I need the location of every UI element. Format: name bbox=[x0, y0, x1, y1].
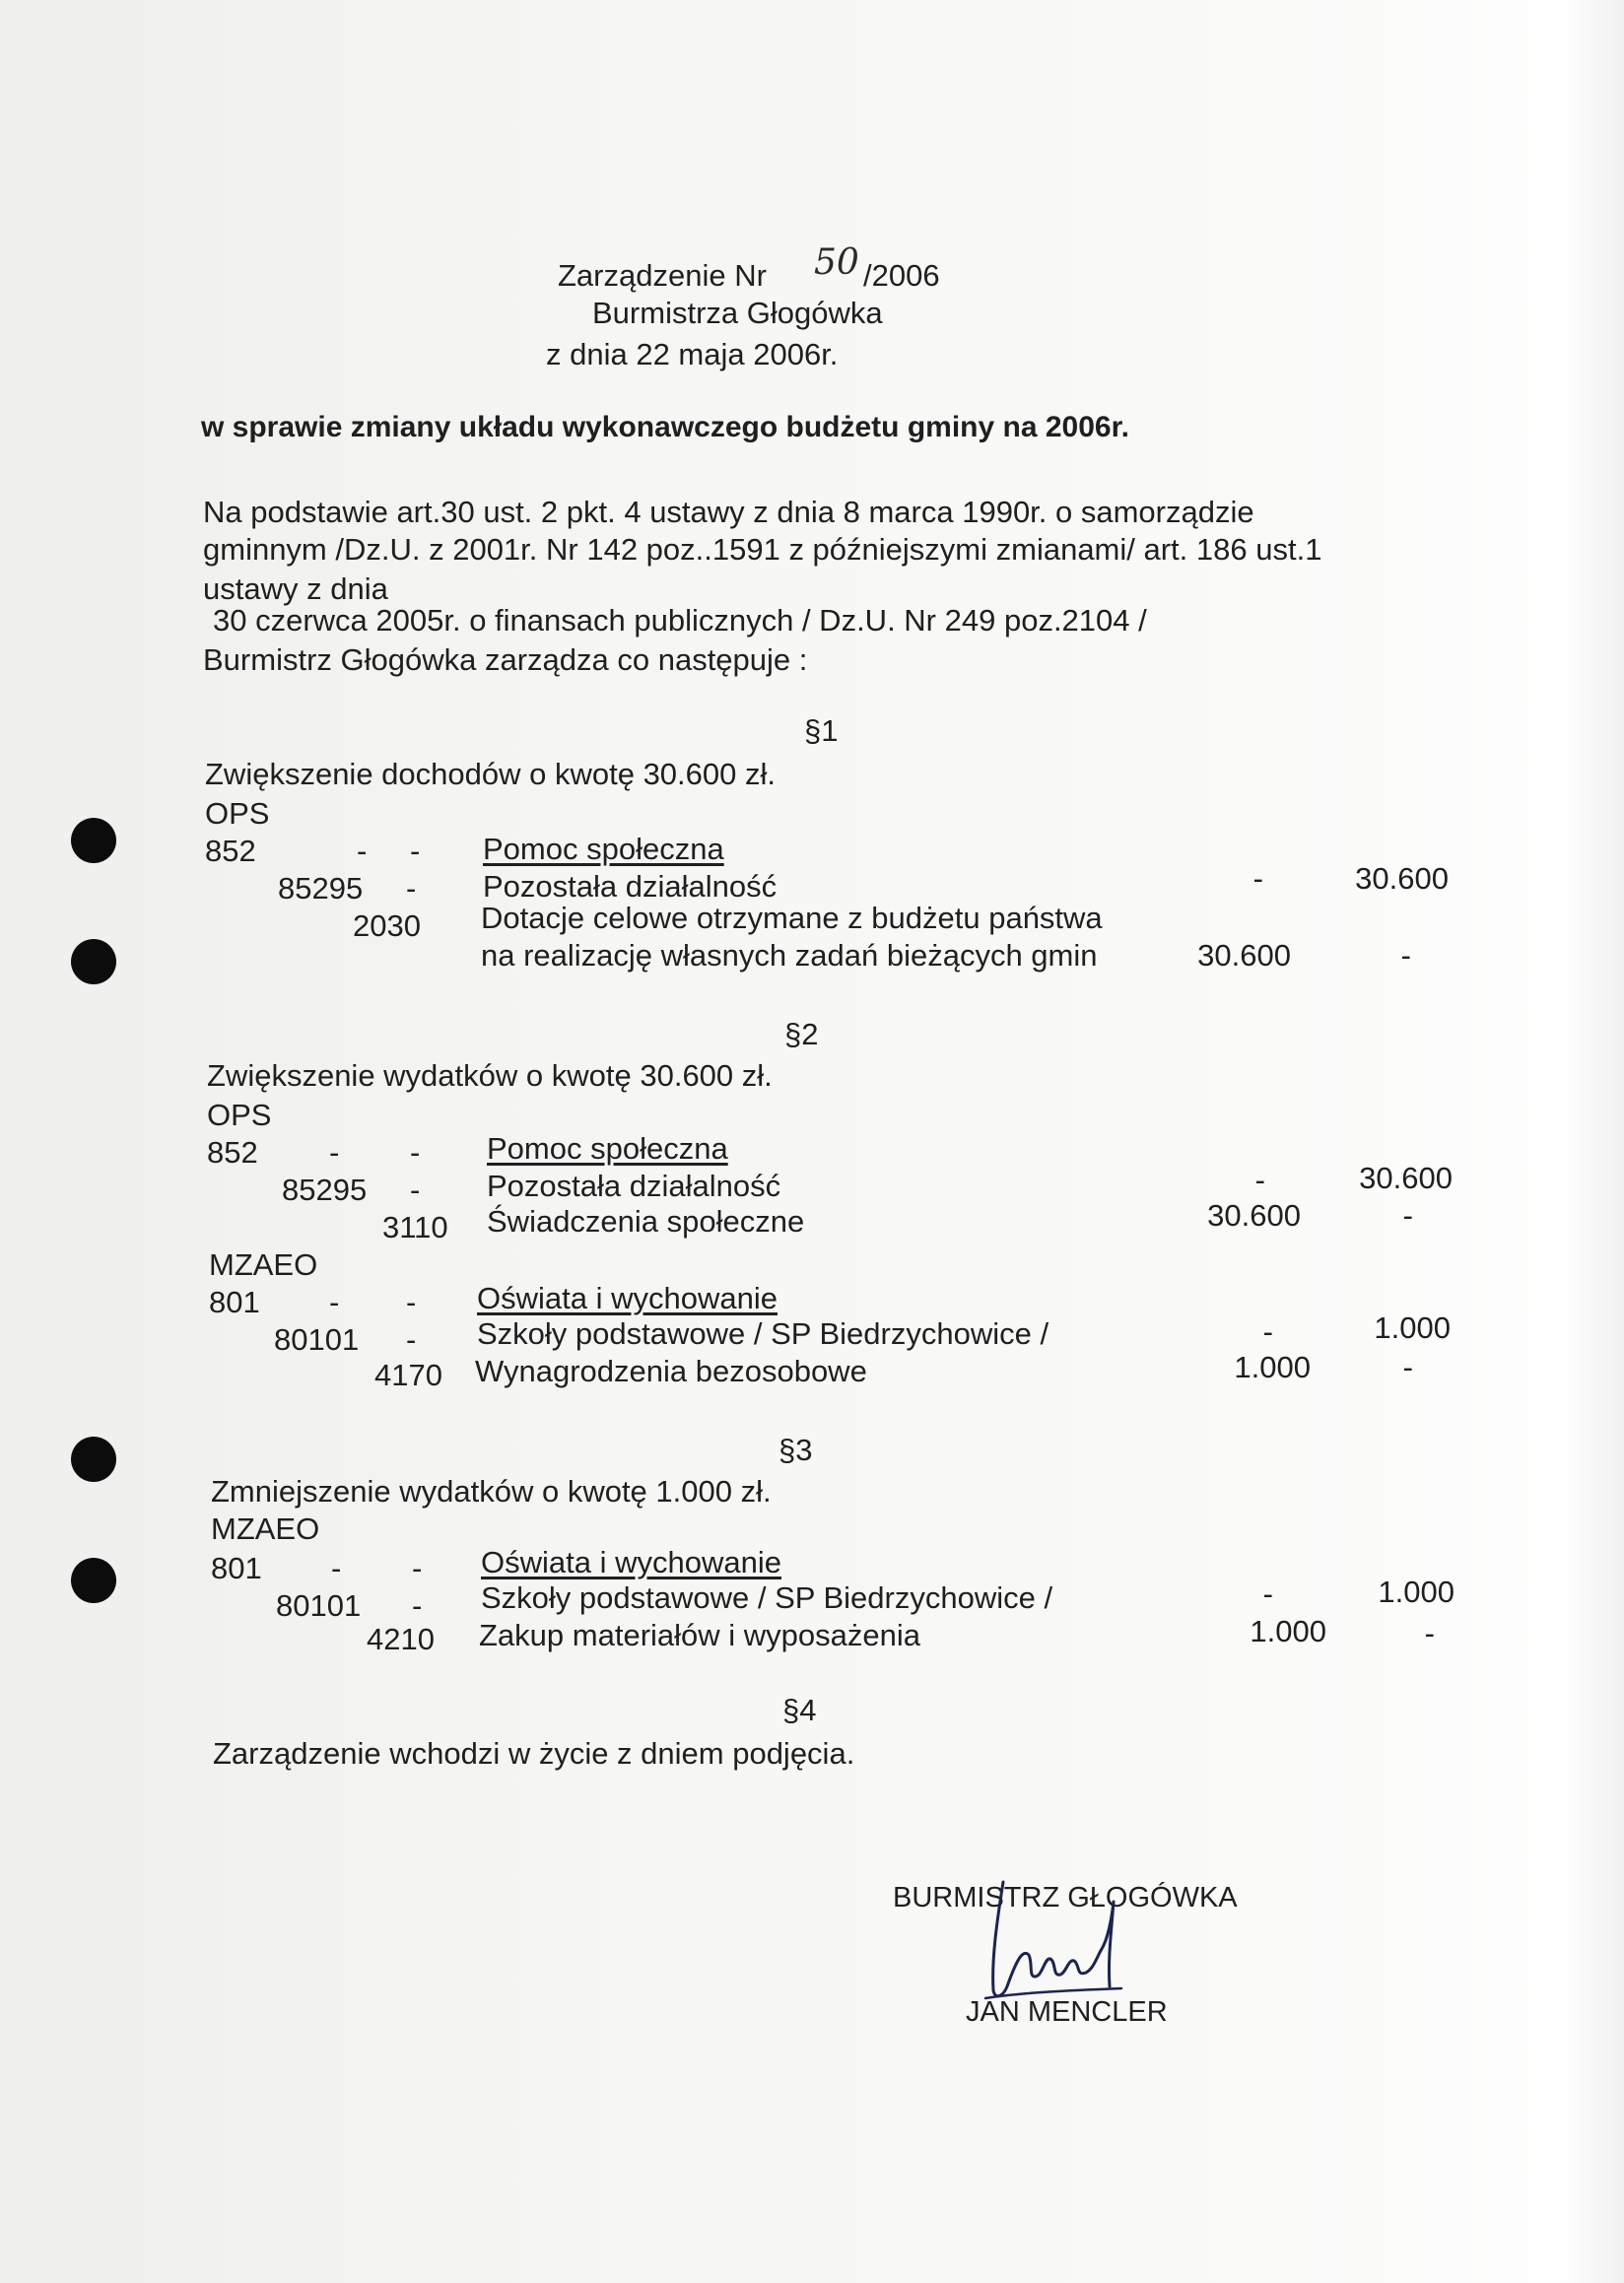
rozdzial-code: 85295 bbox=[278, 871, 364, 906]
basis-line-3: ustawy z dnia bbox=[203, 571, 388, 606]
section-mark: §4 bbox=[782, 1693, 817, 1727]
rozdzial-name: Pozostała działalność bbox=[483, 869, 778, 904]
dzial-name: Pomoc społeczna bbox=[487, 1131, 728, 1166]
rozdzial-name: Szkoły podstawowe / SP Biedrzychowice / bbox=[477, 1316, 1049, 1351]
basis-line-1: Na podstawie art.30 ust. 2 pkt. 4 ustawy z dnia 8 marca 1990r. o samorządzie bbox=[203, 495, 1254, 529]
basis-line-5: Burmistrz Głogówka zarządza co następuje : bbox=[203, 642, 808, 677]
dash: - bbox=[331, 1551, 342, 1585]
unit-label: MZAEO bbox=[211, 1511, 320, 1546]
dash: - bbox=[406, 1285, 417, 1319]
subject-line: w sprawie zmiany układu wykonawczego budżetu gminy na 2006r. bbox=[201, 411, 1129, 443]
dash: - bbox=[410, 1135, 421, 1170]
section-heading: Zwiększenie wydatków o kwotę 30.600 zł. bbox=[207, 1058, 773, 1093]
page-edge-shadow bbox=[1565, 0, 1624, 2283]
title-prefix: Zarządzenie Nr bbox=[558, 258, 767, 293]
dash: - bbox=[412, 1551, 423, 1585]
handwritten-number: 50 bbox=[814, 242, 859, 283]
amount-cell: - bbox=[1424, 1616, 1435, 1650]
unit-label: OPS bbox=[207, 1098, 272, 1132]
basis-line-2: gminnym /Dz.U. z 2001r. Nr 142 poz..1591 z późniejszymi zmianami/ art. 186 ust.1 bbox=[203, 532, 1322, 567]
rozdzial-name: Szkoły podstawowe / SP Biedrzychowice / bbox=[481, 1580, 1053, 1615]
amount-cell: 30.600 bbox=[1197, 938, 1291, 973]
title-suffix: /2006 bbox=[863, 258, 940, 293]
section-mark: §3 bbox=[778, 1433, 813, 1467]
paragraf-name: Dotacje celowe otrzymane z budżetu państwa bbox=[481, 901, 1103, 935]
basis-line-4: 30 czerwca 2005r. o finansach publicznych / Dz.U. Nr 249 poz.2104 / bbox=[213, 603, 1147, 638]
amount-cell: - bbox=[1402, 1350, 1413, 1384]
dash: - bbox=[329, 1285, 340, 1319]
paragraf-name: Wynagrodzenia bezosobowe bbox=[475, 1354, 867, 1388]
dzial-code: 852 bbox=[207, 1135, 258, 1170]
amount-cell: - bbox=[1402, 1198, 1413, 1233]
paragraf-name-cont: na realizację własnych zadań bieżących gmin bbox=[481, 938, 1098, 973]
amount-cell: - bbox=[1262, 1314, 1273, 1349]
dash: - bbox=[406, 1322, 417, 1357]
amount-cell: - bbox=[1254, 1163, 1265, 1197]
punch-hole bbox=[71, 1437, 116, 1482]
rozdzial-code: 80101 bbox=[276, 1588, 362, 1623]
dash: - bbox=[406, 871, 417, 906]
dash: - bbox=[410, 1173, 421, 1207]
dash: - bbox=[410, 834, 421, 868]
amount-cell: 30.600 bbox=[1207, 1198, 1301, 1233]
issuer: Burmistrza Głogówka bbox=[592, 296, 883, 330]
amount-cell: - bbox=[1400, 938, 1411, 973]
unit-label: OPS bbox=[205, 796, 270, 831]
dash: - bbox=[329, 1135, 340, 1170]
punch-hole bbox=[71, 939, 116, 984]
rozdzial-code: 80101 bbox=[274, 1322, 360, 1357]
dzial-name: Pomoc społeczna bbox=[483, 832, 724, 866]
punch-hole bbox=[71, 1558, 116, 1603]
amount-cell: 1.000 bbox=[1234, 1350, 1311, 1384]
paragraf-code: 4210 bbox=[367, 1622, 435, 1656]
paragraf-code: 3110 bbox=[382, 1210, 448, 1244]
paragraf-code: 4170 bbox=[374, 1358, 442, 1392]
section-mark: §1 bbox=[804, 713, 839, 748]
dzial-code: 801 bbox=[209, 1285, 260, 1319]
dash: - bbox=[357, 834, 368, 868]
amount-cell: 30.600 bbox=[1355, 861, 1449, 896]
paragraf-name: Zakup materiałów i wyposażenia bbox=[479, 1618, 920, 1652]
section-heading: Zmniejszenie wydatków o kwotę 1.000 zł. bbox=[211, 1474, 772, 1509]
dzial-name: Oświata i wychowanie bbox=[481, 1545, 781, 1579]
amount-cell: 1.000 bbox=[1378, 1575, 1455, 1609]
section-heading: Zwiększenie dochodów o kwotę 30.600 zł. bbox=[205, 757, 776, 791]
dzial-name: Oświata i wychowanie bbox=[477, 1281, 778, 1315]
rozdzial-name: Pozostała działalność bbox=[487, 1169, 781, 1203]
amount-cell: 1.000 bbox=[1250, 1614, 1326, 1648]
amount-cell: - bbox=[1262, 1577, 1273, 1611]
closing-text: Zarządzenie wchodzi w życie z dniem podjęcia. bbox=[213, 1736, 855, 1771]
dash: - bbox=[412, 1588, 423, 1623]
amount-cell: 1.000 bbox=[1374, 1310, 1451, 1345]
document-date: z dnia 22 maja 2006r. bbox=[546, 337, 839, 371]
paragraf-code: 2030 bbox=[353, 908, 421, 943]
amount-cell: 30.600 bbox=[1359, 1161, 1453, 1195]
punch-hole bbox=[71, 818, 116, 863]
dzial-code: 801 bbox=[211, 1551, 262, 1585]
unit-label: MZAEO bbox=[209, 1247, 318, 1282]
amount-cell: - bbox=[1252, 861, 1263, 896]
signatory-name: JAN MENCLER bbox=[966, 1996, 1168, 2028]
paragraf-name: Świadczenia społeczne bbox=[487, 1204, 805, 1239]
dzial-code: 852 bbox=[205, 834, 256, 868]
signatory-title: BURMISTRZ GŁOGÓWKA bbox=[893, 1882, 1238, 1914]
section-mark: §2 bbox=[784, 1017, 819, 1051]
rozdzial-code: 85295 bbox=[282, 1173, 368, 1207]
